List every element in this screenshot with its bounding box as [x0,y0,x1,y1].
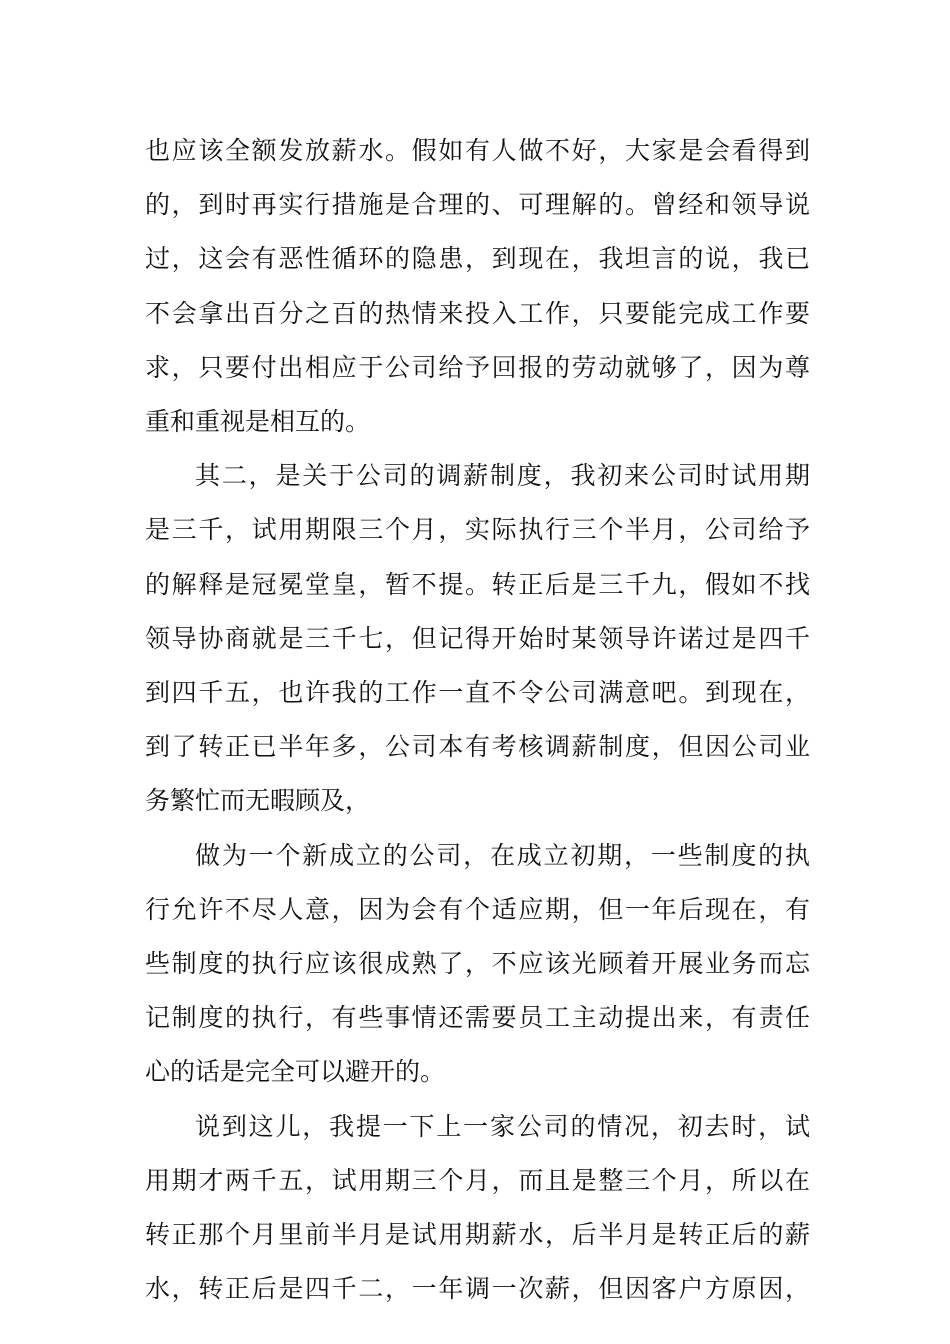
text-line: 的解释是冠冕堂皇，暂不提。转正后是三千九，假如不找 [145,569,810,599]
text-line: 些制度的执行应该很成熟了，不应该光顾着开展业务而忘 [145,949,810,979]
text-line: 不会拿出百分之百的热情来投入工作，只要能完成工作要 [145,298,810,328]
text-line: 记制度的执行，有些事情还需要员工主动提出来，有责任 [145,1003,810,1033]
text-line: 说到这儿，我提一下上一家公司的情况，初去时，试 [195,1111,810,1141]
text-line: 做为一个新成立的公司，在成立初期，一些制度的执 [195,840,810,870]
text-line: 用期才两千五，试用期三个月，而且是整三个月，所以在 [145,1165,810,1195]
paragraph-2 [145,449,810,828]
paragraph-4 [145,1100,810,1317]
text-line: 转正那个月里前半月是试用期薪水，后半月是转正后的薪 [145,1220,810,1250]
text-line: 的，到时再实行措施是合理的、可理解的。曾经和领导说 [145,190,810,220]
text-line: 其二，是关于公司的调薪制度，我初来公司时试用期 [195,461,810,491]
paragraph-3 [145,829,810,1100]
text-line: 到了转正已半年多，公司本有考核调薪制度，但因公司业 [145,732,810,762]
text-line: 到四千五，也许我的工作一直不令公司满意吧。到现在， [145,678,810,708]
text-line: 心的话是完全可以避开的。 [145,1057,446,1087]
text-line: 领导协商就是三千七，但记得开始时某领导许诺过是四千 [145,623,810,653]
text-line: 水，转正后是四千二，一年调一次薪，但因客户方原因， [145,1274,810,1304]
text-line: 过，这会有恶性循环的隐患，到现在，我坦言的说，我已 [145,244,810,274]
paragraph-1 [145,124,810,449]
text-line: 求，只要付出相应于公司给予回报的劳动就够了，因为尊 [145,352,810,382]
text-line: 行允许不尽人意，因为会有个适应期，但一年后现在，有 [145,894,810,924]
text-line: 重和重视是相互的。 [145,407,371,437]
text-line: 务繁忙而无暇顾及， [145,786,371,816]
text-line: 也应该全额发放薪水。假如有人做不好，大家是会看得到 [145,136,810,165]
document-body [145,124,810,1316]
text-line: 是三千，试用期限三个月，实际执行三个半月，公司给予 [145,515,810,545]
